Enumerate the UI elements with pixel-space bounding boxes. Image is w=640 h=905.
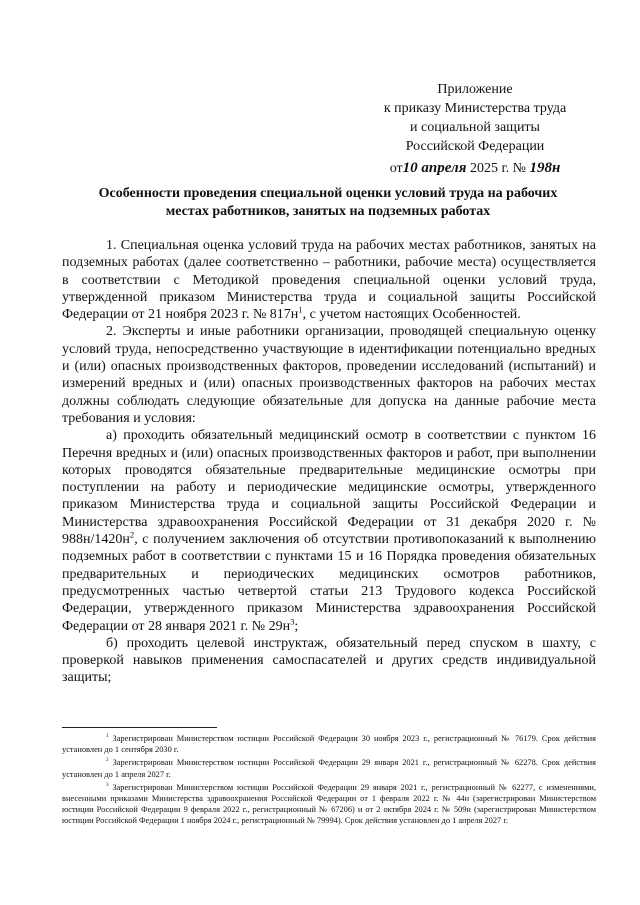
paragraph-2: 2. Эксперты и иные работники организации, проводящей специальную оценку условий труда, непосредственно участвующие в идентификации потенциально вредных и (или) опасных производственных факторов, проведении исследований (испытаний) и измерений вредных и (или) опасных производственных факторов на рабочих местах должны соблюдать следующие обязательные для допуска на данные рабочие места требования и условия:: [62, 324, 596, 426]
paragraph-2a-text: а) проходить обязательный медицинский осмотр в соответствии с пунктом 16 Перечня вредных и (или) опасных производственных факторов и работ, при выполнении которых проводятся обязательные предварительные медицинские осмотры при поступлении на работу и периодические медицинские осмотры, утвержденного приказом Министерства труда и социальной защиты Российской Федерации и Министерства здравоохранения Российской Федерации от 31 декабря 2020 г. № 988н/1420н: [62, 428, 596, 548]
appendix-header: [355, 80, 595, 178]
footnote-divider: [62, 727, 217, 728]
appendix-order-ref: к приказу Министерства труда: [383, 101, 567, 116]
footnote-ref-1: 1: [298, 304, 303, 315]
footnote-3-text: Зарегистрирован Министерством юстиции Российской Федерации 29 января 2021 г., регистрационный № 62277, с изменениями, внесенными приказами Министерства здравоохранения Российской Федерации от 1 февраля 2022 г. № 44н (зарегистрирован Министерством юстиции Российской Федерации 9 февраля 2022 г., регистрационный № 67206) и от 2 октября 2024 г. № 509н (зарегистрирован Министерством юстиции Российской Федерации 1 ноября 2024 г., регистрационный № 79994). Срок действия установлен до 1 апреля 2027 г.: [62, 782, 596, 826]
footnote-ref-3: 3: [290, 615, 295, 626]
appendix-label: Приложение: [437, 82, 513, 97]
order-date-handwritten: 10 апреля: [402, 160, 467, 176]
order-date-line: [355, 159, 595, 178]
footnote-1-number: 1: [106, 733, 109, 740]
footnotes: [62, 733, 596, 829]
paragraph-1: [62, 237, 596, 323]
paragraph-1-tail: , с учетом настоящих Особенностей.: [302, 307, 521, 323]
order-prefix: от: [389, 161, 403, 176]
footnote-2: [62, 757, 596, 779]
paragraph-2a-end: ;: [294, 618, 299, 634]
footnote-1: [62, 733, 596, 755]
order-number-handwritten: 198н: [529, 160, 561, 176]
document-title: [62, 185, 594, 221]
title-line-2: местах работников, занятых на подземных работах: [165, 204, 491, 219]
appendix-ministry: и социальной защиты: [410, 120, 540, 135]
paragraph-1-text: 1. Специальная оценка условий труда на рабочих местах работников, занятых на подземных работах (далее соответственно – работники, рабочие места) осуществляется в соответствии с Методикой проведения специальной оценки условий труда, утвержденной приказом Министерства труда и социальной защиты Российской Федерации от 21 ноября 2023 г. № 817н: [62, 238, 596, 323]
footnote-3: [62, 782, 596, 827]
order-year: 2025 г. №: [466, 161, 530, 176]
title-line-1: Особенности проведения специальной оценки условий труда на рабочих: [98, 186, 558, 201]
paragraph-2a-tail: , с получением заключения об отсутствии противопоказаний к выполнению подземных работ в соответствии с пунктами 15 и 16 Порядка проведения обязательных предварительных и периодических медицинских осмотров работников, предусмотренных частью четвертой статьи 213 Трудового кодекса Российской Федерации, утвержденного приказом Министерства здравоохранения Российской Федерации от 28 января 2021 г. № 29н: [62, 532, 596, 634]
footnote-2-number: 2: [106, 757, 109, 764]
appendix-country: Российской Федерации: [405, 139, 545, 154]
footnote-ref-2: 2: [129, 529, 135, 540]
document-body: [62, 237, 596, 687]
footnote-3-number: 3: [106, 782, 109, 789]
footnote-1-text: Зарегистрирован Министерством юстиции Российской Федерации 30 ноября 2023 г., регистрационный № 76179. Срок действия установлен до 1 сентября 2030 г.: [62, 734, 596, 755]
footnote-2-text: Зарегистрирован Министерством юстиции Российской Федерации 29 января 2021 г., регистрационный № 62278. Срок действия установлен до 1 апреля 2027 г.: [62, 758, 596, 779]
paragraph-2b: б) проходить целевой инструктаж, обязательный перед спуском в шахту, с проверкой навыков применения самоспасателей и других средств индивидуальной защиты;: [62, 635, 596, 686]
paragraph-2a: [62, 427, 596, 635]
